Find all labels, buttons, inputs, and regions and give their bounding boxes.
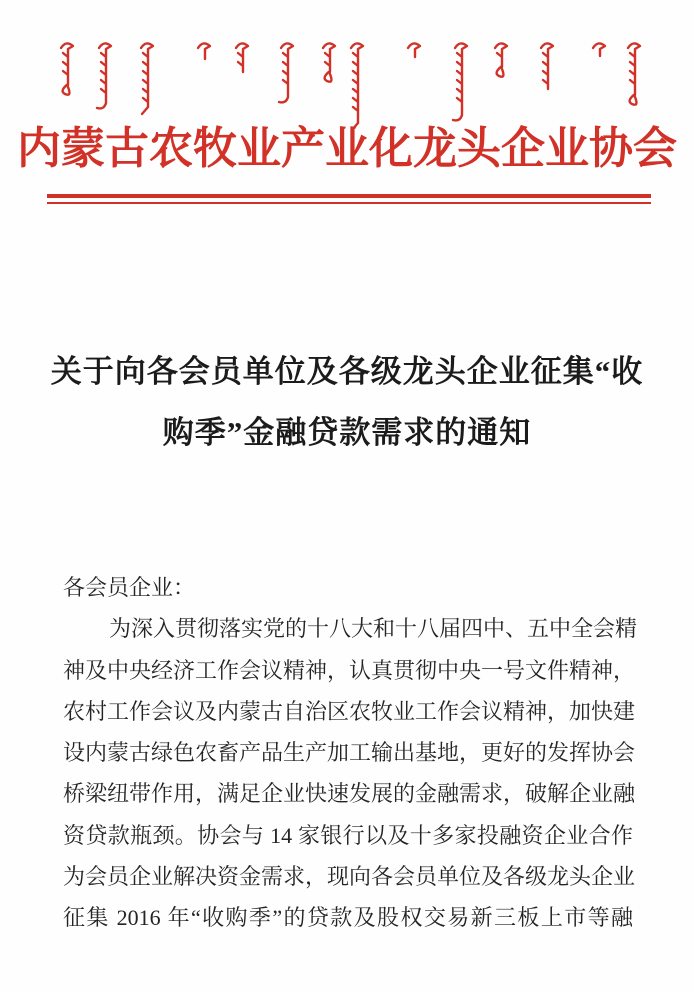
body-line: 为深入贯彻落实党的十八大和十八届四中、五中全会精 [109,616,638,642]
document-title-line2: 购季”金融贷款需求的通知 [162,415,532,450]
document-title [30,341,664,463]
mongolian-word [593,43,605,56]
body-line: 征集 2016 年“收购季”的贷款及股权交易新三板上市等融 [63,905,633,931]
mongolian-word [97,43,111,108]
mongolian-word [495,43,507,76]
mongolian-word [141,43,153,114]
mongolian-word [323,43,335,81]
mongolian-word [279,43,293,102]
mongolian-word [408,43,420,57]
paragraph-lines [63,608,638,938]
organization-name: 内蒙古农牧业产业化龙头企业协会 [17,124,677,173]
body-paragraph [63,567,638,939]
body-line: 资贷款瓶颈。协会与 14 家银行以及十多家投融资企业合作 [63,822,633,848]
mongolian-word [541,43,553,89]
mongolian-word [61,43,73,94]
body-line: 设内蒙古绿色农畜产品生产加工输出基地，更好的发挥协会 [63,740,636,766]
mongolian-word [628,43,640,104]
body-line: 为会员企业解决资金需求，现向各会员单位及各级龙头企业 [63,864,636,890]
mongolian-word [236,43,248,72]
letterhead-rule-thin [47,202,651,204]
document-title-line1: 关于向各会员单位及各级龙头企业征集“收 [50,354,644,389]
body-line: 神及中央经济工作会议精神，认真贯彻中央一号文件精神， [63,657,636,683]
salutation-line: 各会员企业： [63,575,196,600]
body-line: 桥梁纽带作用，满足企业快速发展的金融需求，破解企业融 [63,781,636,807]
mongolian-word [453,43,467,120]
letterhead-rule-thick [47,194,651,198]
mongolian-word [198,43,210,59]
mongolian-word [351,43,363,130]
body-line: 农村工作会议及内蒙古自治区农牧业工作会议精神，加快建 [63,698,636,724]
